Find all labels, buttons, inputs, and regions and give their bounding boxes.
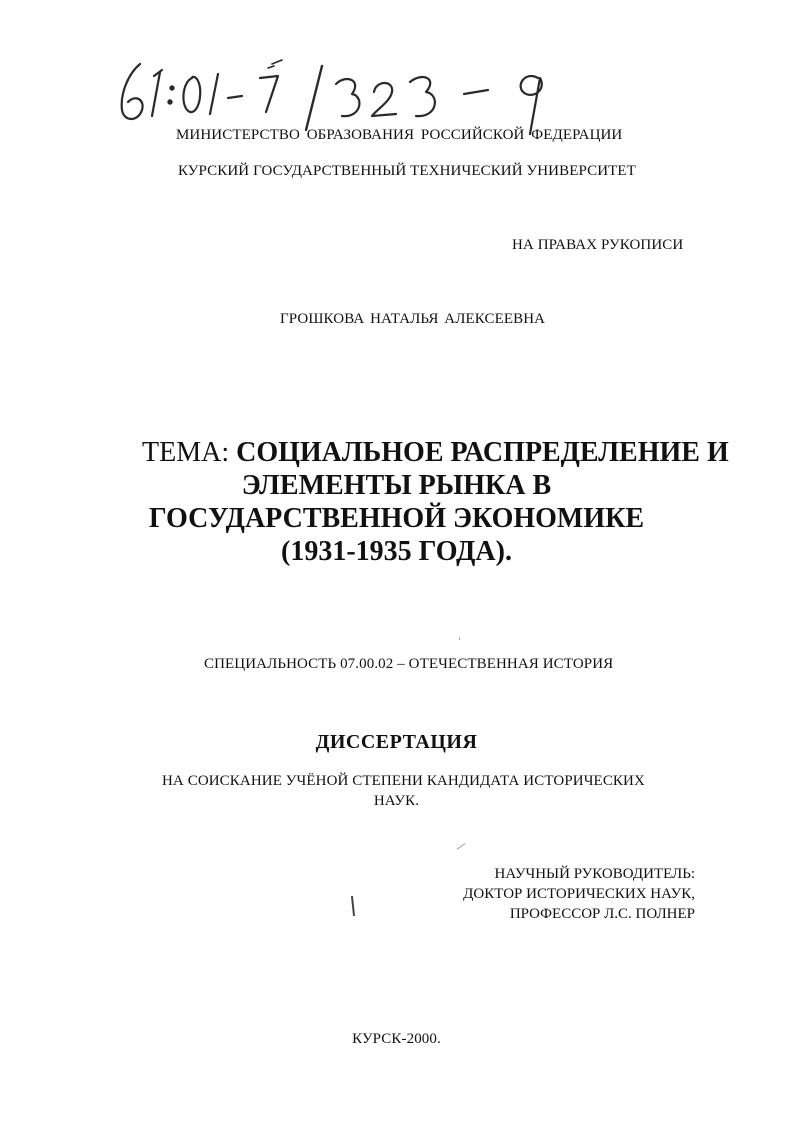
- supervisor-block: [463, 864, 695, 924]
- manuscript-rights-note: НА ПРАВАХ РУКОПИСИ: [512, 237, 684, 253]
- speciality: СПЕЦИАЛЬНОСТЬ 07.00.02 – ОТЕЧЕСТВЕННАЯ ИСТОРИЯ: [204, 656, 614, 672]
- university-name: КУРСКИЙ ГОСУДАРСТВЕННЫЙ ТЕХНИЧЕСКИЙ УНИВЕРСИТЕТ: [178, 163, 636, 179]
- theme-line-3: ГОСУДАРСТВЕННОЙ ЭКОНОМИКЕ: [148, 503, 645, 534]
- degree-line-1: НА СОИСКАНИЕ УЧЁНОЙ СТЕПЕНИ КАНДИДАТА ИСТОРИЧЕСКИХ: [162, 773, 645, 789]
- handwritten-catalog-number: [110, 52, 580, 137]
- theme-line-2: ЭЛЕМЕНТЫ РЫНКА В: [241, 470, 552, 501]
- theme-line-4: (1931-1935 ГОДА).: [281, 536, 512, 567]
- theme-line-1: [0, 436, 793, 469]
- supervisor-line-1: НАУЧНЫЙ РУКОВОДИТЕЛЬ:: [494, 866, 695, 882]
- ministry-name: МИНИСТЕРСТВО ОБРАЗОВАНИЯ РОССИЙСКОЙ ФЕДЕРАЦИИ: [176, 127, 623, 143]
- supervisor-line-3: ПРОФЕССОР Л.С. ПОЛНЕР: [509, 906, 695, 922]
- author-name: ГРОШКОВА НАТАЛЬЯ АЛЕКСЕЕВНА: [280, 311, 546, 327]
- supervisor-line-2: ДОКТОР ИСТОРИЧЕСКИХ НАУК,: [463, 886, 695, 902]
- degree-line-2: НАУК.: [373, 793, 420, 809]
- scan-mark: [457, 843, 466, 850]
- theme-text-1: СОЦИАЛЬНОЕ РАСПРЕДЕЛЕНИЕ И: [236, 437, 729, 468]
- dissertation-heading: ДИССЕРТАЦИЯ: [315, 731, 478, 753]
- thesis-theme: [0, 436, 793, 568]
- theme-label: ТЕМА:: [142, 437, 237, 468]
- city-year: КУРСК-2000.: [352, 1031, 441, 1047]
- scan-mark: [459, 637, 460, 640]
- scan-mark: [351, 896, 355, 916]
